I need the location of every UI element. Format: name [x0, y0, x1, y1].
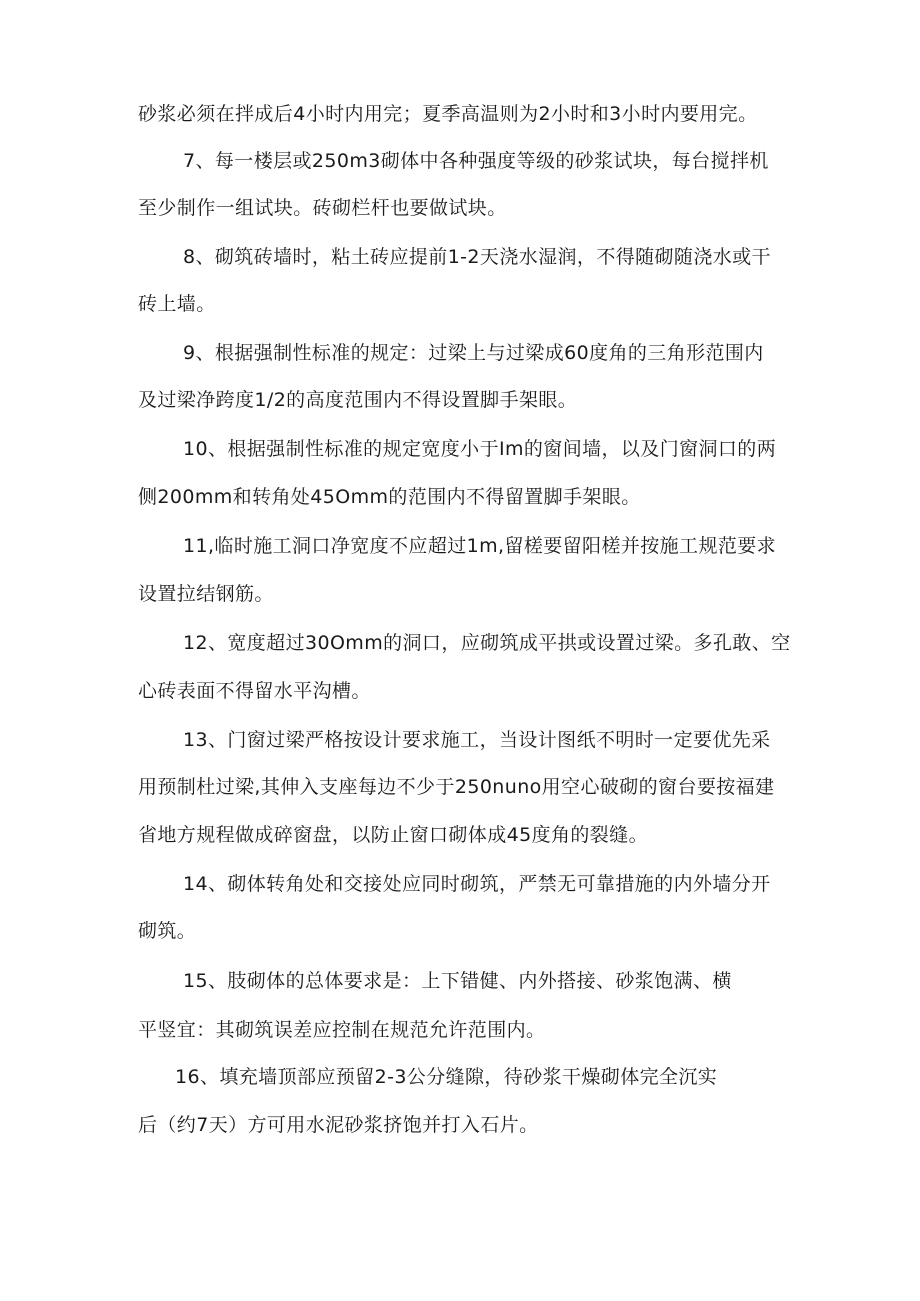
text-line: 至少制作一组试块。砖砌栏杆也要做试块。	[138, 197, 507, 219]
text-line: 14、砌体转角处和交接处应同时砌筑，严禁无可靠措施的内外墙分开	[183, 873, 771, 895]
text-line: 后（约7天）方可用水泥砂浆挤饱并打入石片。	[138, 1114, 539, 1136]
text-line: 16、填充墙顶部应预留2-3公分缝隙，待砂浆干燥砌体完全沉实	[175, 1066, 718, 1088]
text-line: 用预制杜过梁,其伸入支座每边不少于250nuno用空心破砌的窗台要按福建	[138, 776, 775, 798]
text-line: 砌筑。	[138, 920, 197, 942]
text-line: 8、砌筑砖墙时，粘土砖应提前1-2天浇水湿润，不得随砌随浇水或干	[183, 246, 771, 268]
text-line: 10、根据强制性标准的规定宽度小于Im的窗间墙，以及门窗洞口的两	[183, 438, 777, 460]
text-line: 15、肢砌体的总体要求是：上下错健、内外搭接、砂浆饱满、横	[183, 970, 732, 992]
text-line: 心砖表面不得留水平沟槽。	[138, 680, 371, 702]
text-line: 侧200mm和转角处45Omm的范围内不得留置脚手架眼。	[138, 486, 641, 508]
text-line: 砖上墙。	[138, 293, 216, 315]
text-line: 11,临时施工洞口净宽度不应超过1m,留槎要留阳槎并按施工规范要求	[183, 535, 777, 557]
text-line: 砂浆必须在拌成后4小时内用完；夏季高温则为2小时和3小时内要用完。	[138, 103, 758, 125]
text-line: 及过梁净跨度1/2的高度范围内不得设置脚手架眼。	[138, 389, 578, 411]
text-line: 9、根据强制性标准的规定：过梁上与过梁成60度角的三角形范围内	[183, 342, 764, 364]
text-line: 设置拉结钢筋。	[138, 583, 274, 605]
text-line: 平竖宜：其砌筑误差应控制在规范允许范围内。	[138, 1019, 546, 1041]
text-line: 12、宽度超过30Omm的洞口，应砌筑成平拱或设置过梁。多孔敢、空	[183, 632, 791, 654]
text-line: 13、门窗过梁严格按设计要求施工，当设计图纸不明时一定要优先采	[183, 729, 771, 751]
text-line: 省地方规程做成碎窗盘，以防止窗口砌体成45度角的裂缝。	[138, 824, 648, 846]
text-line: 7、每一楼层或250m3砌体中各种强度等级的砂浆试块，每台搅拌机	[183, 150, 769, 172]
